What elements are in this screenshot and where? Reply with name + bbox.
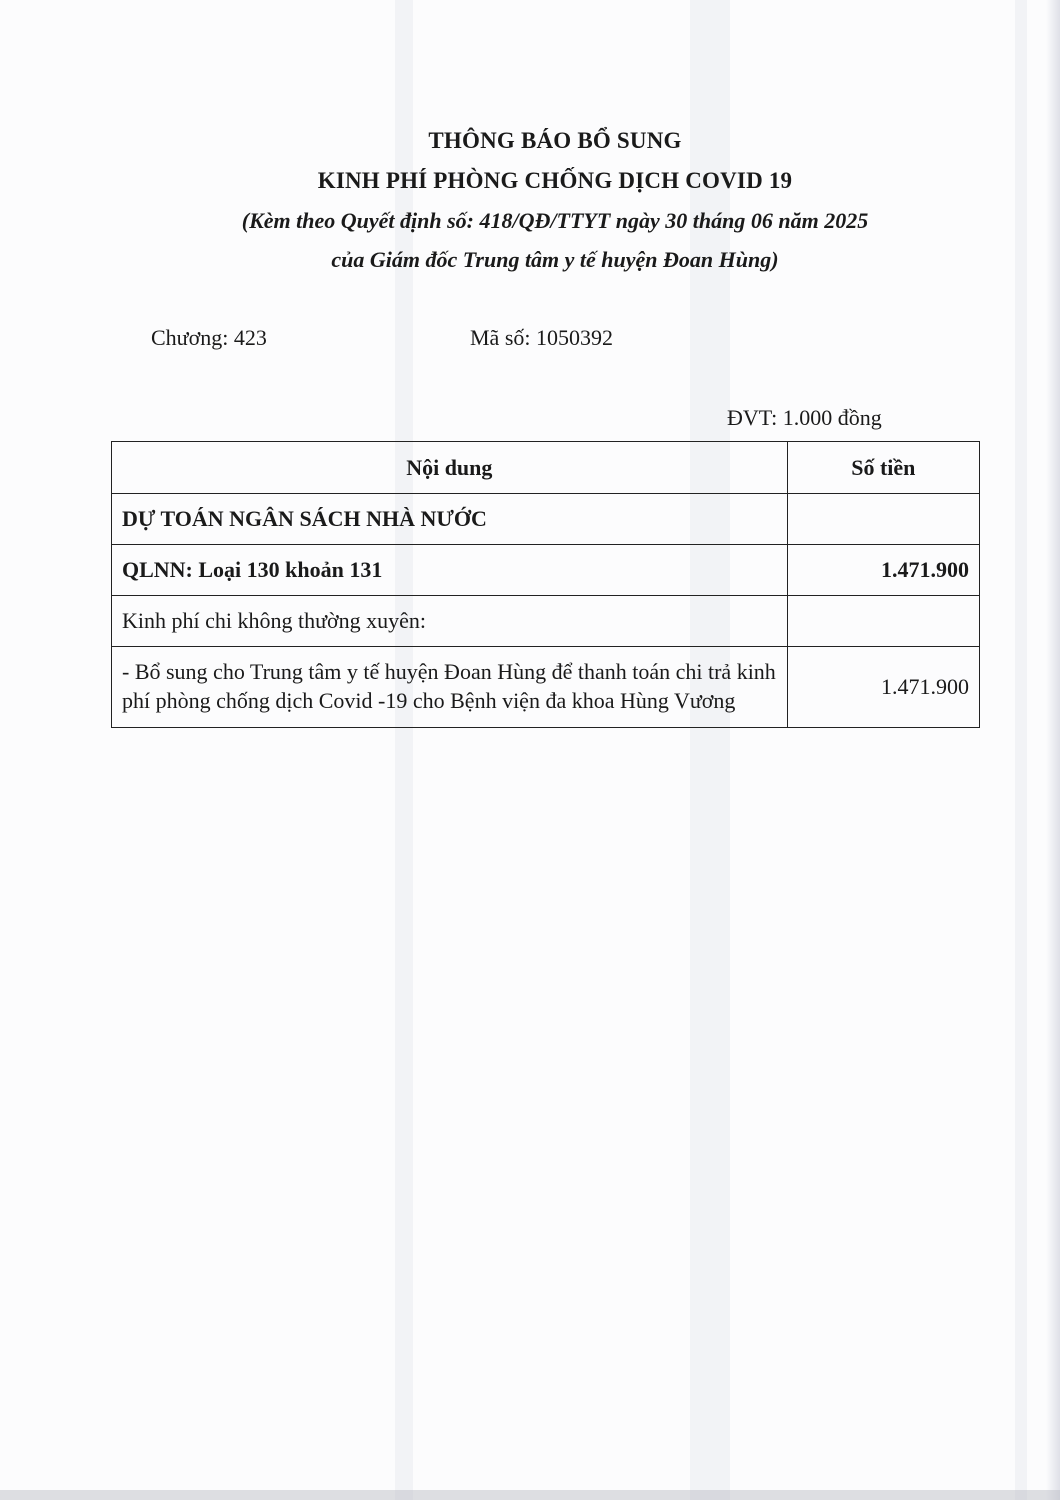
- page-edge-shadow: [0, 1490, 1060, 1500]
- table-row: [112, 596, 980, 647]
- table-header-row: [112, 442, 980, 494]
- row-content: QLNN: Loại 130 khoản 131: [112, 545, 788, 596]
- header-amount: Số tiền: [787, 442, 979, 494]
- row-content: Kinh phí chi không thường xuyên:: [112, 596, 788, 647]
- document-title-line2: KINH PHÍ PHÒNG CHỐNG DỊCH COVID 19: [317, 168, 793, 193]
- table-row: [112, 647, 980, 728]
- row-amount: [787, 494, 979, 545]
- header-content: Nội dung: [112, 442, 788, 494]
- row-amount: [787, 596, 979, 647]
- row-content: - Bổ sung cho Trung tâm y tế huyện Đoan Hùng để thanh toán chi trả kinh phí phòng chống dịch Covid -19 cho Bệnh viện đa khoa Hùng Vương: [112, 647, 788, 728]
- row-content: DỰ TOÁN NGÂN SÁCH NHÀ NƯỚC: [112, 494, 788, 545]
- table-row: [112, 545, 980, 596]
- document-subtitle: (Kèm theo Quyết định số: 418/QĐ/TTYT ngày 30 tháng 06 năm 2025: [241, 208, 869, 233]
- row-amount: 1.471.900: [787, 545, 979, 596]
- document-title: THÔNG BÁO BỔ SUNG: [428, 128, 682, 153]
- code-label: Mã số: 1050392: [470, 325, 613, 350]
- table-row: [112, 494, 980, 545]
- chapter-label: Chương: 423: [151, 325, 267, 350]
- document-subtitle-line2: của Giám đốc Trung tâm y tế huyện Đoan Hùng): [331, 247, 779, 272]
- row-amount: 1.471.900: [787, 647, 979, 728]
- budget-table: [111, 441, 980, 728]
- unit-label: ĐVT: 1.000 đồng: [727, 405, 882, 430]
